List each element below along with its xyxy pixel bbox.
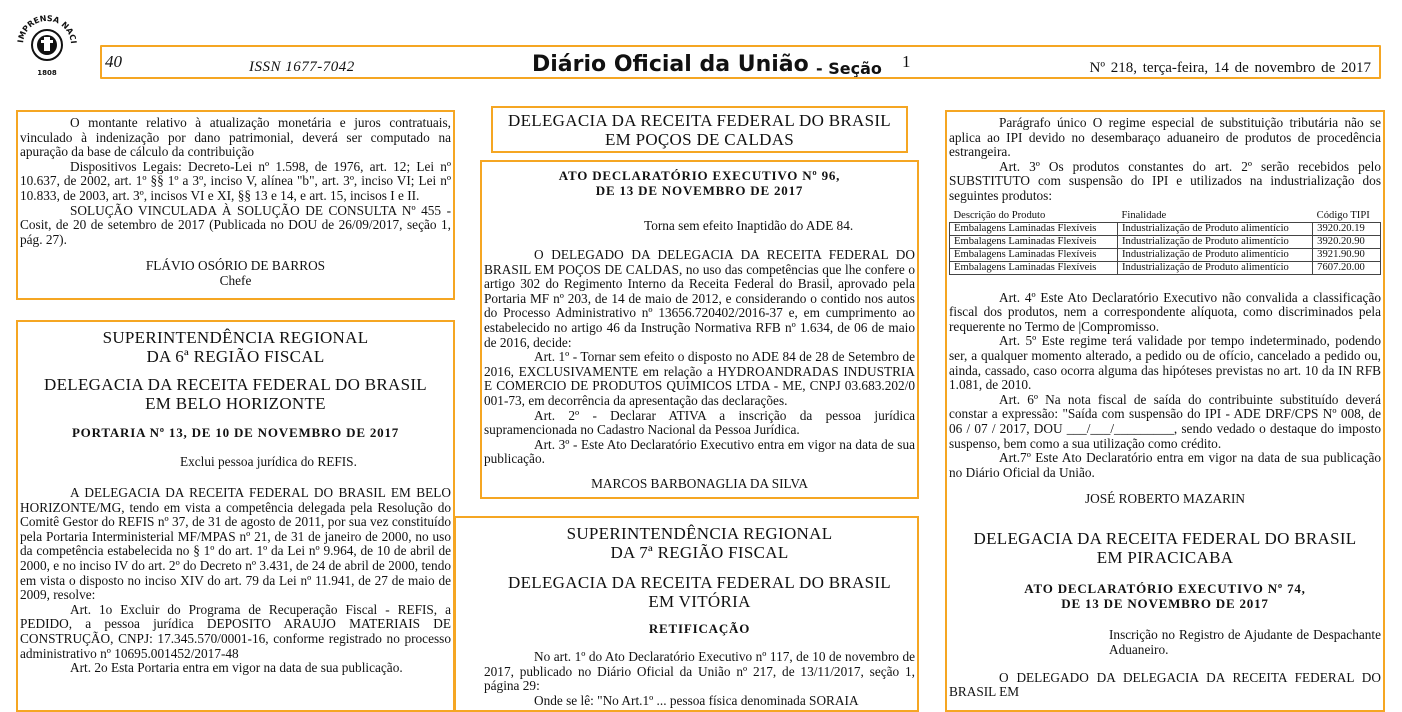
- paragraph: Art.7º Este Ato Declaratório entra em vigor na data de sua publicação no Diário Oficial da União.: [949, 450, 1381, 480]
- table-cell: 7607.20.00: [1313, 261, 1381, 274]
- region-heading: SUPERINTENDÊNCIA REGIONAL: [566, 524, 833, 543]
- logo-text: IMPRENSA NACI: [16, 13, 78, 45]
- office-heading: DELEGACIA DA RECEITA FEDERAL DO BRASIL: [508, 111, 891, 130]
- table-cell: 3921.90.90: [1313, 248, 1381, 261]
- column2-rectification-article: [454, 516, 919, 712]
- table-cell: Industrialização de Produto alimentício: [1118, 235, 1313, 248]
- column2-act-article: [480, 160, 919, 499]
- table-row: [950, 248, 1381, 261]
- imprensa-nacional-logo: [14, 12, 80, 78]
- act-title: ATO DECLARATÓRIO EXECUTIVO Nº 96,: [558, 168, 841, 183]
- column-header: Finalidade: [1118, 210, 1313, 223]
- office-heading: EM BELO HORIZONTE: [145, 394, 326, 413]
- section-label: - Seção: [816, 59, 882, 78]
- journal-title: Diário Oficial da União: [532, 52, 809, 77]
- office-heading: DELEGACIA DA RECEITA FEDERAL DO BRASIL: [44, 375, 427, 394]
- column-header: Código TIPI: [1313, 210, 1381, 223]
- signature-name: MARCOS BARBONAGLIA DA SILVA: [591, 475, 808, 491]
- column2-office-heading: [491, 106, 908, 153]
- office-heading: EM PIRACICABA: [1096, 547, 1234, 567]
- paragraph: O DELEGADO DA DELEGACIA DA RECEITA FEDERAL DO BRASIL EM: [949, 669, 1381, 700]
- paragraph: Art. 3º - Este Ato Declaratório Executivo entra em vigor na data de sua publicação.: [484, 436, 915, 467]
- act-title: DE 13 DE NOVEMBRO DE 2017: [595, 183, 804, 198]
- paragraph: Art. 1º - Tornar sem efeito o disposto no ADE 84 de 28 de Setembro de 2016, EXCLUSIVAMENTE em relação a HYDROANDRADAS INDUSTRIA E COMERCIO DE PRODUTOS QUIMICOS LTDA - ME, CNPJ 03.683.202/0 001-73, em decorrência da apresentação das declarações.: [484, 349, 915, 408]
- act-title: DE 13 DE NOVEMBRO DE 2017: [1061, 595, 1269, 611]
- signature-name: FLÁVIO OSÓRIO DE BARROS: [145, 258, 326, 274]
- paragraph: A DELEGACIA DA RECEITA FEDERAL DO BRASIL EM BELO HORIZONTE/MG, tendo em vista a competência delegada pela Resolução do Comitê Gestor do REFIS nº 37, de 31 de agosto de 2011, por sua vez constituído pela Portaria Interministerial MF/MPAS nº 21, de 31 de janeiro de 2000, no uso da competência estabelecida no § 1º do art. 1º da Lei nº 9.964, de 10 de abril de 2000, e no inciso IV do art. 2º do Decreto nº 3.431, de 24 de abril de 2000, tendo em vista o disposto no inciso XIV do art. 79 da Lei nº 11.941, de 27 de maio de 2009, resolve:: [20, 485, 451, 603]
- issn: ISSN 1677-7042: [249, 59, 355, 75]
- issue-info: Nº 218, terça-feira, 14 de novembro de 2017: [1089, 60, 1371, 76]
- paragraph: Art. 2o Esta Portaria entra em vigor na data de sua publicação.: [70, 660, 403, 676]
- column1-top-article: [16, 110, 455, 300]
- table-header-row: [950, 210, 1381, 223]
- paragraph: Dispositivos Legais: Decreto-Lei nº 1.598, de 1976, art. 12; Lei nº 10.637, de 2002, art. 1º §§ 1º a 3º, inciso V, alínea "b", art. 3º, inciso VI; Lei nº 10.833, de 2003, art. 3º, incisos VI e XI, §§ 13 e 14, e art. 15, incisos I e II.: [20, 158, 451, 203]
- table-cell: Embalagens Laminadas Flexíveis: [950, 222, 1118, 235]
- logo-year: 1808: [37, 69, 57, 77]
- act-title: RETIFICAÇÃO: [648, 621, 751, 636]
- paragraph: Art. 5º Este regime terá validade por tempo indeterminado, podendo ser, a qualquer momento alterado, a pedido ou de ofício, cancelado a pedido ou, ainda, cassado, caso ocorra alguma das hipóteses previstas no art. 10 da IN RFB 1.081, de 2010.: [949, 333, 1381, 393]
- table-cell: Industrialização de Produto alimentício: [1118, 222, 1313, 235]
- paragraph: Art. 3º Os produtos constantes do art. 2º serão recebidos pelo SUBSTITUTO com suspensão do IPI e utilizados na industrialização dos seguintes produtos:: [949, 158, 1381, 203]
- products-table: [949, 210, 1381, 275]
- paragraph: Onde se lê: "No Art.1º ... pessoa física denominada SORAIA: [534, 692, 859, 708]
- office-heading: EM POÇOS DE CALDAS: [604, 130, 795, 149]
- paragraph: Art. 1o Excluir do Programa de Recuperação Fiscal - REFIS, a PEDIDO, a pessoa jurídica DEPOSITO ARAUJO MATERIAIS DE CONSTRUÇÃO, CNPJ: 17.345.570/0001-16, conforme registrado no processo administrativo nº 10695.001452/2017-48: [20, 601, 451, 661]
- column3-article: [945, 110, 1385, 712]
- act-summary: Exclui pessoa jurídica do REFIS.: [180, 454, 357, 469]
- table-cell: 3920.20.19: [1313, 222, 1381, 235]
- act-summary: Inscrição no Registro de Ajudante de Despachante Aduaneiro.: [1109, 626, 1381, 657]
- table-cell: Industrialização de Produto alimentício: [1118, 261, 1313, 274]
- office-heading: EM VITÓRIA: [648, 592, 751, 611]
- section-number: 1: [902, 52, 911, 71]
- signature-name: JOSÉ ROBERTO MAZARIN: [1084, 491, 1245, 507]
- table-cell: Embalagens Laminadas Flexíveis: [950, 248, 1118, 261]
- column-header: Descrição do Produto: [950, 210, 1118, 223]
- paragraph: SOLUÇÃO VINCULADA À SOLUÇÃO DE CONSULTA Nº 455 - Cosit, de 20 de setembro de 2017 (Publicada no DOU de 26/09/2017, seção 1, pág. 27).: [20, 202, 451, 247]
- page-number: 40: [105, 52, 122, 71]
- office-heading: DELEGACIA DA RECEITA FEDERAL DO BRASIL: [508, 573, 891, 592]
- table-cell: 3920.20.90: [1313, 235, 1381, 248]
- table-cell: Embalagens Laminadas Flexíveis: [950, 235, 1118, 248]
- paragraph: Parágrafo único O regime especial de substituição tributária não se aplica ao IPI devido no desembaraço aduaneiro de produtos de procedência estrangeira.: [949, 115, 1381, 160]
- paragraph: O montante relativo à atualização monetária e juros contratuais, vinculado à indenização por dano patrimonial, deverá ser computado na apuração da base de cálculo da contribuição: [20, 115, 451, 160]
- table-row: [950, 222, 1381, 235]
- region-heading: DA 6ª REGIÃO FISCAL: [146, 347, 325, 366]
- region-heading: DA 7ª REGIÃO FISCAL: [610, 543, 789, 562]
- page-header: [100, 45, 1381, 79]
- table-cell: Embalagens Laminadas Flexíveis: [950, 261, 1118, 274]
- table-row: [950, 261, 1381, 274]
- table-cell: Industrialização de Produto alimentício: [1118, 248, 1313, 261]
- paragraph: O DELEGADO DA DELEGACIA DA RECEITA FEDERAL DO BRASIL EM POÇOS DE CALDAS, no uso das competências que lhe confere o artigo 302 do Regimento Interno da Receita Federal do Brasil, aprovado pela Portaria MF nº 203, de 14 de maio de 2012, e considerando o contido nos autos do Processo Administrativo nº 13656.720402/2016-37 e, em cumprimento ao estabelecido no artigo 46 da Instrução Normativa RFB nº 1.634, de 06 de maio de 2016, decide:: [484, 247, 915, 350]
- act-title: PORTARIA Nº 13, DE 10 DE NOVEMBRO DE 2017: [71, 425, 400, 440]
- office-heading: DELEGACIA DA RECEITA FEDERAL DO BRASIL: [973, 528, 1357, 548]
- logo-seal-icon: [14, 12, 80, 78]
- paragraph: Art. 2º - Declarar ATIVA a inscrição da pessoa jurídica supramencionada no Cadastro Nacional da Pessoa Jurídica.: [484, 407, 915, 438]
- signature-role: Chefe: [219, 272, 252, 288]
- table-row: [950, 235, 1381, 248]
- paragraph: No art. 1º do Ato Declaratório Executivo nº 117, de 10 de novembro de 2017, publicado no Diário Oficial da União nº 217, de 13/11/2017, seção 1, página 29:: [484, 649, 915, 694]
- region-heading: SUPERINTENDÊNCIA REGIONAL: [102, 328, 369, 347]
- paragraph: Art. 4º Este Ato Declaratório Executivo não convalida a classificação fiscal dos produtos, nem a correspondente alíquota, como discriminados pela requerente no Termo de |Compromisso.: [949, 289, 1381, 334]
- act-title: ATO DECLARATÓRIO EXECUTIVO Nº 74,: [1024, 580, 1306, 596]
- act-summary: Torna sem efeito Inaptidão do ADE 84.: [644, 218, 854, 233]
- column1-main-article: [16, 320, 455, 712]
- paragraph: Art. 6º Na nota fiscal de saída do contribuinte substituído deverá constar a expressão: "Saída com suspensão do IPI - ADE DRF/CPS Nº 008, de 06 / 07 / 2017, DOU ___/___/_________, sendo vedado o destaque do imposto suspenso, bem como a sua utilização como crédito.: [949, 391, 1381, 451]
